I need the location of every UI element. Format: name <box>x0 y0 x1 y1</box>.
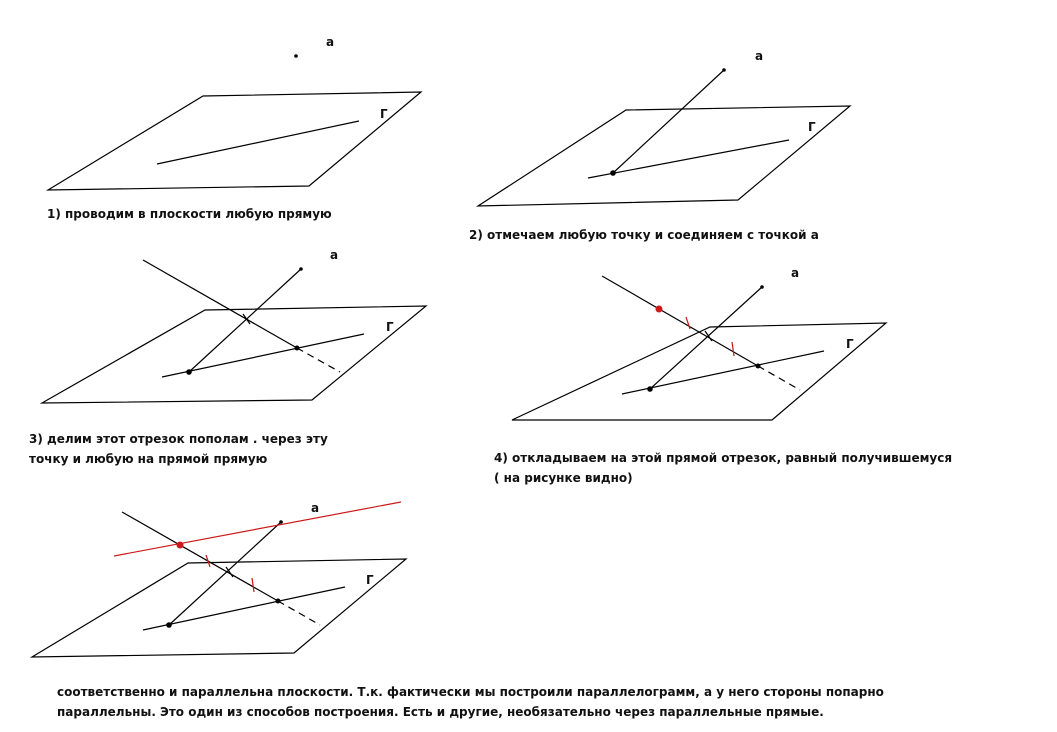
point-a-2 <box>722 68 726 72</box>
line-intersection-4 <box>756 364 761 369</box>
step-4-line-2: ( на рисунке видно) <box>494 471 633 485</box>
step-3-caption <box>29 429 328 469</box>
figure-1 <box>48 35 421 190</box>
figure-3 <box>42 248 426 403</box>
segment-to-a-4 <box>650 287 762 389</box>
point-a-label-2: a <box>755 49 764 63</box>
step-1-text: 1) проводим в плоскости любую прямую <box>47 207 332 221</box>
line-through-midpoint-5 <box>122 512 278 601</box>
segment-to-a-5 <box>169 522 281 625</box>
line-through-midpoint-3 <box>143 260 297 348</box>
figure-2 <box>478 49 850 206</box>
point-a-label-3: a <box>330 248 339 262</box>
arbitrary-line-1 <box>157 121 359 164</box>
line-intersection-5 <box>276 599 281 604</box>
point-a-label-4: a <box>791 266 800 280</box>
step-4-caption <box>494 448 952 488</box>
chosen-point-2 <box>610 170 616 176</box>
equal-segment-tick-2-4 <box>732 342 734 356</box>
plane-label-3: Γ <box>386 320 394 334</box>
line-through-midpoint-hidden-3 <box>297 348 340 372</box>
arbitrary-line-2 <box>588 140 789 178</box>
equal-segment-tick-1-5 <box>206 555 210 567</box>
chosen-point-5 <box>166 622 172 628</box>
point-a-5 <box>279 520 283 524</box>
step-3-line-1: 3) делим этот отрезок пополам . через эту <box>29 432 328 446</box>
constructed-point-4 <box>656 306 663 313</box>
segment-to-a-2 <box>613 70 724 173</box>
equal-segment-tick-1-4 <box>686 317 690 329</box>
conclusion-line-2: параллельны. Это один из способов построения. Есть и другие, необязательно через параллельные прямые. <box>57 705 824 719</box>
midpoint-tick-3 <box>243 314 250 324</box>
segment-to-a-3 <box>189 269 301 372</box>
figure-4 <box>512 266 886 420</box>
line-through-midpoint-4 <box>602 276 758 366</box>
point-a-4 <box>760 285 764 289</box>
equal-segment-tick-2-5 <box>252 578 254 592</box>
plane-label-5: Γ <box>366 573 374 587</box>
plane-3 <box>42 306 426 403</box>
chosen-point-3 <box>186 369 192 375</box>
step-2-text: 2) отмечаем любую точку и соединяем с точкой а <box>469 228 819 242</box>
line-intersection-3 <box>295 346 300 351</box>
conclusion-caption <box>57 682 884 722</box>
step-2-caption <box>469 225 819 245</box>
plane-2 <box>478 106 850 206</box>
conclusion-line-1: соответственно и параллельна плоскости. Т.к. фактически мы построили параллелограмм, а у него стороны попарно <box>57 685 884 699</box>
step-3-line-2: точку и любую на прямой прямую <box>29 452 268 466</box>
arbitrary-line-3 <box>162 334 364 377</box>
plane-5 <box>32 559 406 657</box>
line-through-midpoint-hidden-4 <box>758 366 800 390</box>
plane-label-1: Γ <box>380 107 388 121</box>
plane-4 <box>512 323 886 420</box>
plane-label-2: Γ <box>808 120 816 134</box>
point-a-3 <box>299 267 303 271</box>
arbitrary-line-5 <box>143 587 345 630</box>
plane-1 <box>48 92 421 190</box>
point-a-1 <box>294 54 298 58</box>
parallel-line-5 <box>114 502 401 556</box>
step-4-line-1: 4) откладываем на этой прямой отрезок, равный получившемуся <box>494 451 953 465</box>
plane-label-4: Γ <box>846 337 854 351</box>
point-a-label-1: a <box>326 35 335 49</box>
chosen-point-4 <box>647 386 653 392</box>
figure-5 <box>32 501 406 657</box>
step-1-caption <box>47 204 332 224</box>
constructed-point-5 <box>177 542 184 549</box>
line-through-midpoint-hidden-5 <box>278 601 320 625</box>
point-a-label-5: a <box>311 501 320 515</box>
